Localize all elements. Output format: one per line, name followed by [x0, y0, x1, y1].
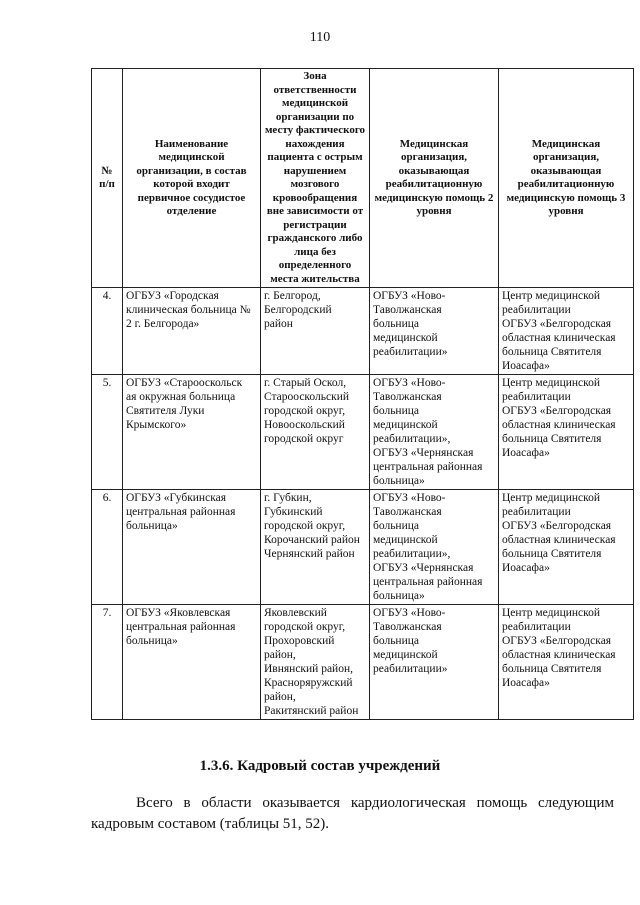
table-row [92, 375, 634, 490]
row-organization: ОГБУЗ «Яковлевская центральная районная больница» [123, 605, 261, 720]
row-number: 7. [92, 605, 123, 720]
row-level-3: Центр медицинской реабилитации ОГБУЗ «Белгородская областная клиническая больница Святителя Иоасафа» [499, 490, 634, 605]
section-heading: 1.3.6. Кадровый состав учреждений [199, 758, 441, 774]
row-level-3: Центр медицинской реабилитации ОГБУЗ «Белгородская областная клиническая больница Святителя Иоасафа» [499, 605, 634, 720]
rehabilitation-table [91, 68, 634, 720]
header-num [92, 69, 123, 288]
header-level-3: Медицинская организация, оказывающая реабилитационную медицинскую помощь 3 уровня [499, 69, 634, 288]
row-zone: г. Старый Оскол, Старооскольский городской округ, Новооскольский городской округ [261, 375, 370, 490]
row-organization: ОГБУЗ «Губкинская центральная районная больница» [123, 490, 261, 605]
body-paragraph: Всего в области оказывается кардиологическая помощь следующим кадровым составом (таблицы 51, 52). [91, 795, 614, 832]
row-zone: Яковлевский городской округ, Прохоровский район, Ивнянский район, Красноряружский район, Ракитянский район [261, 605, 370, 720]
row-level-2: ОГБУЗ «Ново- Таволжанская больница медицинской реабилитации» [370, 605, 499, 720]
table-row [92, 490, 634, 605]
header-zone: Зона ответственности медицинской организации по месту фактического нахождения пациента с острым нарушением мозгового кровообращения вне зависимости от регистрации гражданского либо лица без определенного места жительства [261, 69, 370, 288]
row-level-2: ОГБУЗ «Ново- Таволжанская больница медицинской реабилитации», ОГБУЗ «Чернянская центральная районная больница» [370, 490, 499, 605]
row-number: 4. [92, 288, 123, 375]
table-header-row [92, 69, 634, 288]
row-level-3: Центр медицинской реабилитации ОГБУЗ «Белгородская областная клиническая больница Святителя Иоасафа» [499, 375, 634, 490]
row-zone: г. Белгород, Белгородский район [261, 288, 370, 375]
row-number: 6. [92, 490, 123, 605]
row-level-2: ОГБУЗ «Ново- Таволжанская больница медицинской реабилитации», ОГБУЗ «Чернянская центральная районная больница» [370, 375, 499, 490]
header-organization: Наименование медицинской организации, в состав которой входит первичное сосудистое отделение [123, 69, 261, 288]
header-level-2: Медицинская организация, оказывающая реабилитационную медицинскую помощь 2 уровня [370, 69, 499, 288]
row-organization: ОГБУЗ «Городская клиническая больница № 2 г. Белгорода» [123, 288, 261, 375]
page-number: 110 [309, 30, 331, 45]
header-num-text: № п/п [99, 164, 115, 190]
row-level-3: Центр медицинской реабилитации ОГБУЗ «Белгородская областная клиническая больница Святителя Иоасафа» [499, 288, 634, 375]
row-zone: г. Губкин, Губкинский городской округ, Корочанский район Чернянский район [261, 490, 370, 605]
row-organization: ОГБУЗ «Старооскольск ая окружная больница Святителя Луки Крымского» [123, 375, 261, 490]
table-row [92, 288, 634, 375]
table-row [92, 605, 634, 720]
row-number: 5. [92, 375, 123, 490]
row-level-2: ОГБУЗ «Ново- Таволжанская больница медицинской реабилитации» [370, 288, 499, 375]
